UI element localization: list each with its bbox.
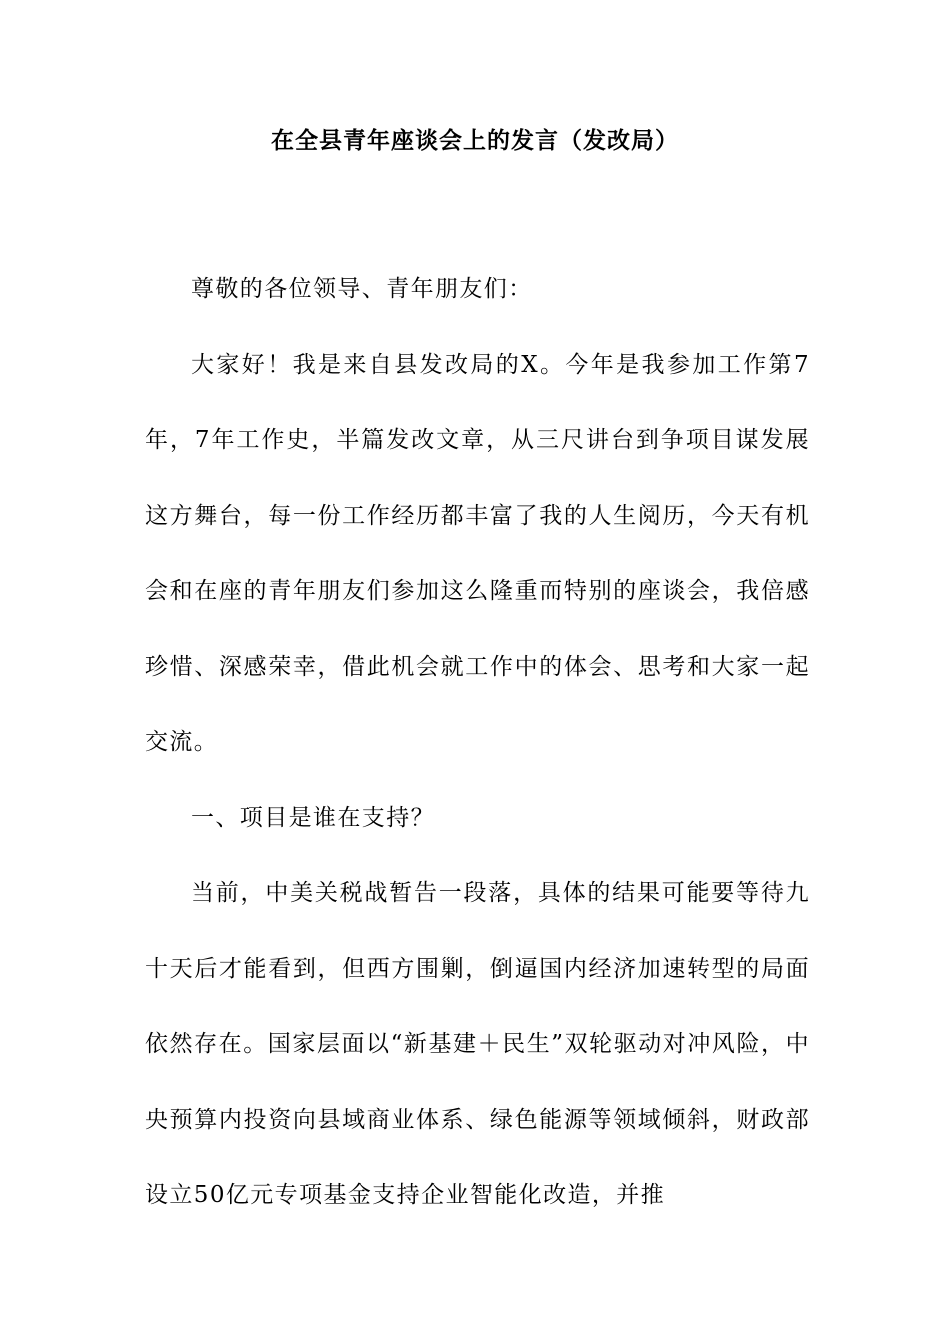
document-title: 在全县青年座谈会上的发言（发改局） — [271, 127, 679, 154]
document-body — [145, 252, 810, 1234]
paragraph-salutation: 尊敬的各位领导、青年朋友们： — [191, 276, 533, 302]
paragraph-section-1: 当前，中美关税战暂告一段落，具体的结果可能要等待九十天后才能看到，但西方围剿，倒逼国内经济加速转型的局面依然存在。国家层面以“新基建＋民生”双轮驱动对冲风险，中央预算内投资向县域商业体系、绿色能源等领域倾斜，财政部设立50亿元专项基金支持企业智能化改造，并推 — [145, 880, 810, 1208]
paragraph-introduction: 大家好！我是来自县发改局的X。今年是我参加工作第7年，7年工作史，半篇发改文章，从三尺讲台到争项目谋发展这方舞台，每一份工作经历都丰富了我的人生阅历，今天有机会和在座的青年朋友们参加这么隆重而特别的座谈会，我倍感珍惜、深感荣幸，借此机会就工作中的体会、思考和大家一起交流。 — [145, 351, 810, 755]
section-heading-1: 一、项目是谁在支持？ — [191, 804, 435, 831]
